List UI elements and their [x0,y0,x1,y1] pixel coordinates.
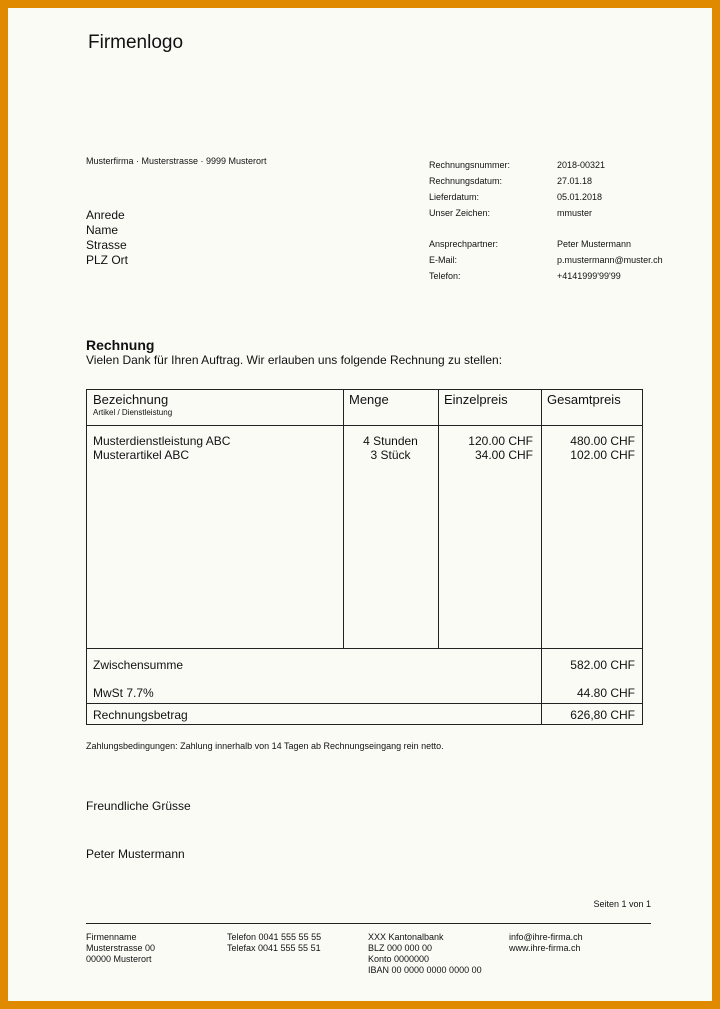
total-divider [87,703,642,704]
header-description: Bezeichnung [93,392,169,407]
footer-line: Telefax 0041 555 55 51 [227,943,321,953]
footer-email: info@ihre-firma.ch [509,932,583,942]
meta-value: 2018-00321 [557,160,606,170]
item-description: Musterdienstleistung ABC [93,434,231,448]
meta-invoice-no [429,157,663,173]
meta-label: Telefon: [429,271,461,281]
header-divider [87,425,642,426]
footer-contact [509,932,583,954]
meta-value: 05.01.2018 [557,192,603,202]
footer-line: Firmenname [86,932,137,942]
footer-website: www.ihre-firma.ch [509,943,581,953]
footer-line: XXX Kantonalbank [368,932,444,942]
subtotal-value: 582.00 CHF [570,658,635,672]
footer-divider [86,923,651,924]
meta-label: E-Mail: [429,255,458,265]
recipient-salutation: Anrede [86,208,125,222]
vat-label: MwSt 7.7% [93,686,154,700]
meta-label: Lieferdatum: [429,192,480,202]
meta-invoice-date [429,173,663,189]
company-logo: Firmenlogo [88,32,184,53]
meta-value: mmuster [557,208,593,218]
signer-name: Peter Mustermann [86,847,185,861]
meta-email [429,252,663,268]
vat-value: 44.80 CHF [576,686,635,700]
footer-line: 00000 Musterort [86,954,152,964]
meta-contact [429,236,663,252]
invoice-meta [429,157,663,284]
meta-value: 27.01.18 [557,176,593,186]
closing-greeting: Freundliche Grüsse [86,799,191,813]
header-description-sub: Artikel / Dienstleistung [93,408,173,417]
invoice-page [8,8,712,1001]
total-label: Rechnungsbetrag [93,708,188,722]
footer-phone [227,932,321,954]
item-unit-price: 120.00 CHF [468,434,533,448]
meta-reference [429,205,663,221]
document-title: Rechnung [86,337,155,353]
items-divider [87,648,642,649]
meta-label: Rechnungsdatum: [429,176,503,186]
item-description: Musterartikel ABC [93,448,190,462]
page-count: Seiten 1 von 1 [593,899,651,909]
footer-line: BLZ 000 000 00 [368,943,433,953]
footer-line: Telefon 0041 555 55 55 [227,932,322,942]
intro-text: Vielen Dank für Ihren Auftrag. Wir erlauben uns folgende Rechnung zu stellen: [86,353,503,367]
header-quantity: Menge [349,392,389,407]
footer-company [86,932,155,965]
meta-phone [429,268,663,284]
sender-line: Musterfirma · Musterstrasse · 9999 Musterort [86,156,267,166]
recipient-name: Name [86,223,119,237]
footer-line: IBAN 00 0000 0000 0000 00 [368,965,482,975]
meta-value: p.mustermann@muster.ch [557,255,663,265]
item-quantity: 4 Stunden [363,434,418,448]
item-quantity: 3 Stück [370,448,411,462]
meta-delivery-date [429,189,663,205]
meta-label: Ansprechpartner: [429,239,499,249]
header-total-price: Gesamtpreis [547,392,621,407]
recipient-city: PLZ Ort [86,253,129,267]
footer-line: Musterstrasse 00 [86,943,156,953]
recipient-address [86,208,128,268]
meta-label: Unser Zeichen: [429,208,491,218]
footer-line: Konto 0000000 [368,954,430,964]
footer-bank [368,932,482,976]
total-value: 626,80 CHF [570,708,635,722]
payment-terms: Zahlungsbedingungen: Zahlung innerhalb von 14 Tagen ab Rechnungseingang rein netto. [86,741,444,751]
meta-label: Rechnungsnummer: [429,160,511,170]
subtotal-label: Zwischensumme [93,658,184,672]
item-total-price: 102.00 CHF [570,448,635,462]
meta-value: Peter Mustermann [557,239,632,249]
column-divider [438,390,439,649]
item-unit-price: 34.00 CHF [474,448,533,462]
header-unit-price: Einzelpreis [444,392,508,407]
recipient-street: Strasse [86,238,127,252]
item-total-price: 480.00 CHF [570,434,635,448]
column-divider [343,390,344,649]
meta-value: +4141999'99'99 [557,271,621,281]
invoice-table [86,389,643,725]
